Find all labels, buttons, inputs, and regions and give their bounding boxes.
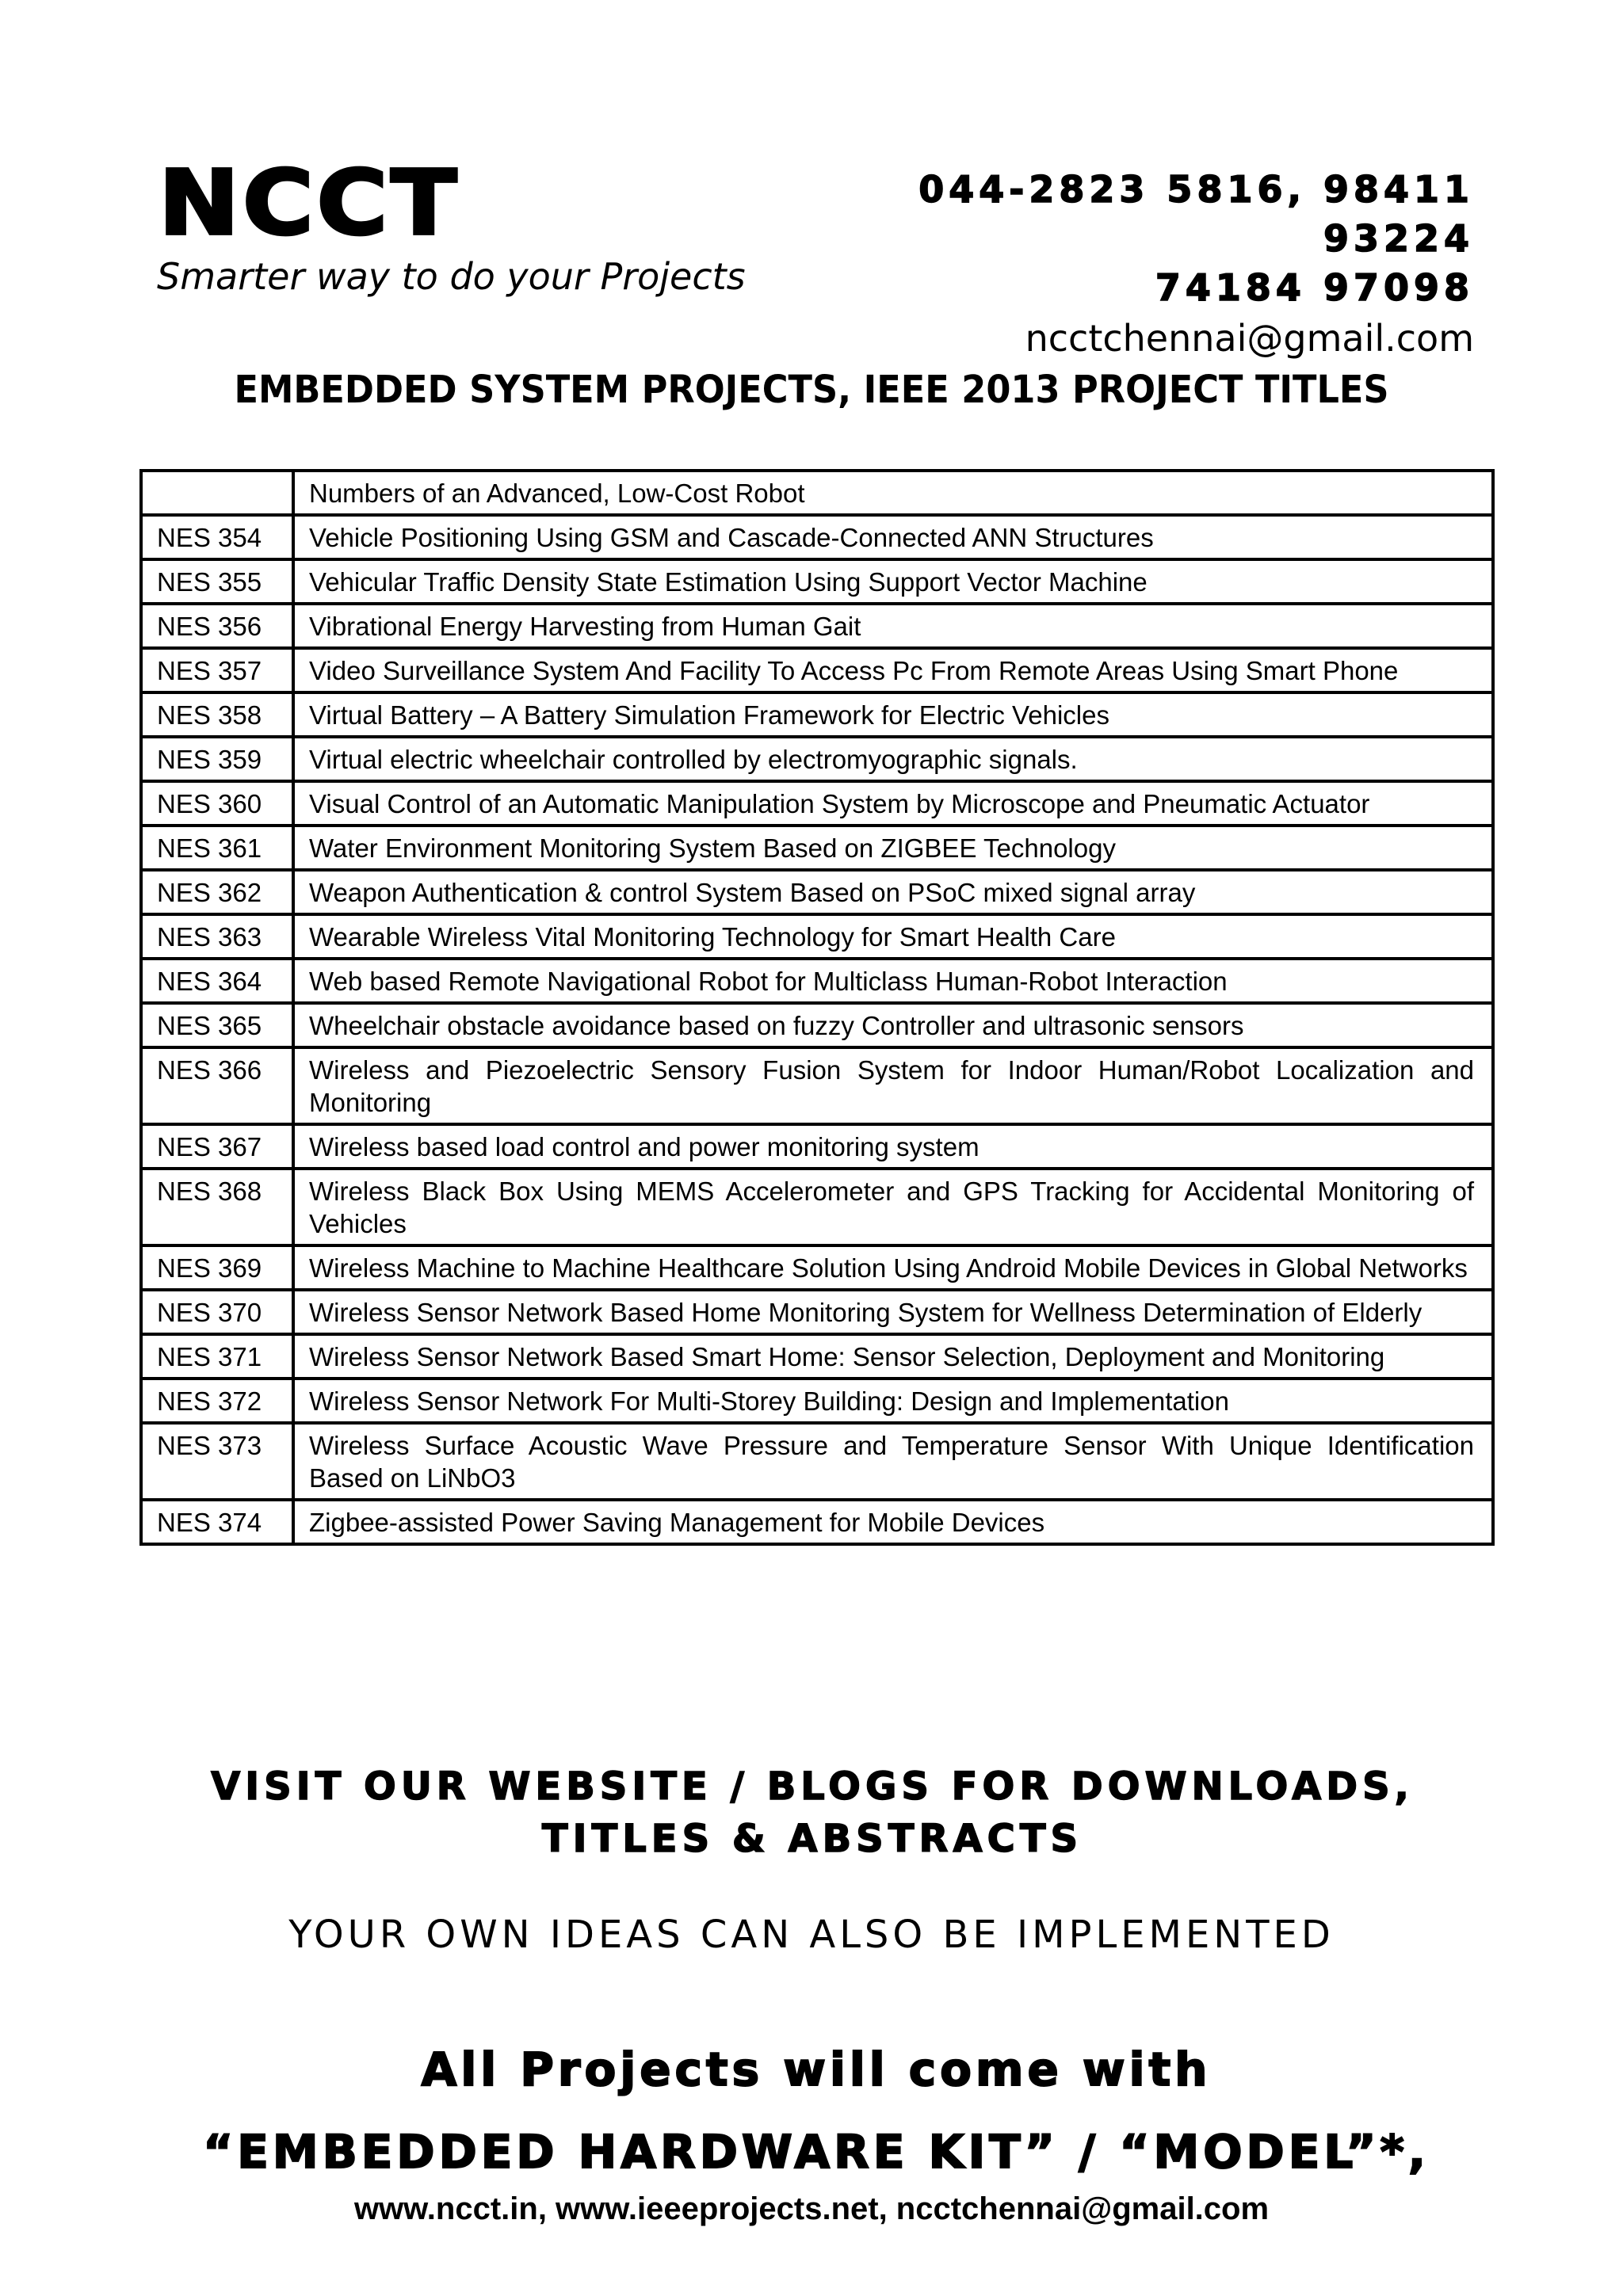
phone-line-2: 93224 [1323,217,1474,260]
project-code: NES 354 [141,515,293,559]
project-code: NES 371 [141,1334,293,1379]
phone-line-1: 044-2823 5816, 98411 [918,168,1474,211]
contact-email: ncctchennai@gmail.com [1025,317,1474,360]
project-code: NES 370 [141,1290,293,1334]
project-title: Wireless Sensor Network Based Smart Home: Sensor Selection, Deployment and Monitoring [293,1334,1493,1379]
project-title: Vehicular Traffic Density State Estimation Using Support Vector Machine [293,559,1493,604]
table-row [141,1169,1493,1245]
project-title: Wearable Wireless Vital Monitoring Technology for Smart Health Care [293,914,1493,959]
project-title: Wireless and Piezoelectric Sensory Fusion System for Indoor Human/Robot Localization and Monitoring [293,1047,1493,1124]
table-row [141,1334,1493,1379]
project-code: NES 365 [141,1003,293,1047]
table-row [141,648,1493,692]
project-code: NES 359 [141,737,293,781]
project-title: Wireless Machine to Machine Healthcare Solution Using Android Mobile Devices in Global Networks [293,1245,1493,1290]
table-row [141,781,1493,826]
project-code: NES 374 [141,1500,293,1544]
project-title: Wireless Sensor Network Based Home Monitoring System for Wellness Determination of Elderly [293,1290,1493,1334]
table-row [141,604,1493,648]
project-title: Wireless Black Box Using MEMS Accelerometer and GPS Tracking for Accidental Monitoring of Vehicles [293,1169,1493,1245]
table-row [141,515,1493,559]
footer-links: www.ncct.in, www.ieeeprojects.net, ncctchennai@gmail.com [353,2191,1270,2226]
project-code: NES 366 [141,1047,293,1124]
table-row [141,826,1493,870]
table-row [141,559,1493,604]
project-title: Virtual electric wheelchair controlled by electromyographic signals. [293,737,1493,781]
own-ideas-notice: YOUR OWN IDEAS CAN ALSO BE IMPLEMENTED [288,1913,1335,1957]
company-tagline: Smarter way to do your Projects [157,255,746,298]
project-code [141,471,293,515]
table-row [141,1003,1493,1047]
project-code: NES 355 [141,559,293,604]
project-title: Water Environment Monitoring System Based on ZIGBEE Technology [293,826,1493,870]
project-code: NES 368 [141,1169,293,1245]
table-row [141,870,1493,914]
table-row [141,959,1493,1003]
project-title: Weapon Authentication & control System Based on PSoC mixed signal array [293,870,1493,914]
project-code: NES 363 [141,914,293,959]
table-row [141,914,1493,959]
visit-website-notice: VISIT OUR WEBSITE / BLOGS FOR DOWNLOADS, TITLES & ABSTRACTS [211,1764,1414,1861]
project-code: NES 357 [141,648,293,692]
project-code: NES 356 [141,604,293,648]
hardware-kit-notice [198,2028,1434,2203]
table-row [141,1047,1493,1124]
phone-numbers [872,165,1474,312]
project-code: NES 360 [141,781,293,826]
project-title: Numbers of an Advanced, Low-Cost Robot [293,471,1493,515]
project-title: Visual Control of an Automatic Manipulation System by Microscope and Pneumatic Actuator [293,781,1493,826]
project-code: NES 367 [141,1124,293,1169]
phone-line-3: 74184 97098 [1155,266,1474,309]
table-row [141,1379,1493,1423]
project-title: Vibrational Energy Harvesting from Human Gait [293,604,1493,648]
project-title: Video Surveillance System And Facility To Access Pc From Remote Areas Using Smart Phone [293,648,1493,692]
company-logo: NCCT [158,151,460,255]
project-code: NES 358 [141,692,293,737]
table-row [141,1290,1493,1334]
project-code: NES 372 [141,1379,293,1423]
project-code: NES 373 [141,1423,293,1500]
project-rows [141,471,1493,1544]
table-row [141,1423,1493,1500]
table-row [141,471,1493,515]
kit-line-1: All Projects will come with [421,2042,1212,2096]
table-row [141,1500,1493,1544]
project-title: Web based Remote Navigational Robot for Multiclass Human-Robot Interaction [293,959,1493,1003]
table-row [141,692,1493,737]
project-titles-table [139,469,1495,1546]
table-row [141,1124,1493,1169]
project-title: Zigbee-assisted Power Saving Management for Mobile Devices [293,1500,1493,1544]
project-code: NES 361 [141,826,293,870]
project-title: Wireless Sensor Network For Multi-Storey Building: Design and Implementation [293,1379,1493,1423]
project-code: NES 369 [141,1245,293,1290]
project-code: NES 364 [141,959,293,1003]
table-row [141,737,1493,781]
contact-block [872,165,1474,360]
table-row [141,1245,1493,1290]
project-title: Virtual Battery – A Battery Simulation Framework for Electric Vehicles [293,692,1493,737]
project-code: NES 362 [141,870,293,914]
project-title: Wheelchair obstacle avoidance based on fuzzy Controller and ultrasonic sensors [293,1003,1493,1047]
kit-line-2: “EMBEDDED HARDWARE KIT” / “MODEL”*, [203,2125,1430,2179]
project-title: Wireless Surface Acoustic Wave Pressure and Temperature Sensor With Unique Identification Based on LiNbO3 [293,1423,1493,1500]
page-title: EMBEDDED SYSTEM PROJECTS, IEEE 2013 PROJECT TITLES [234,368,1389,412]
project-title: Vehicle Positioning Using GSM and Cascade-Connected ANN Structures [293,515,1493,559]
project-title: Wireless based load control and power monitoring system [293,1124,1493,1169]
